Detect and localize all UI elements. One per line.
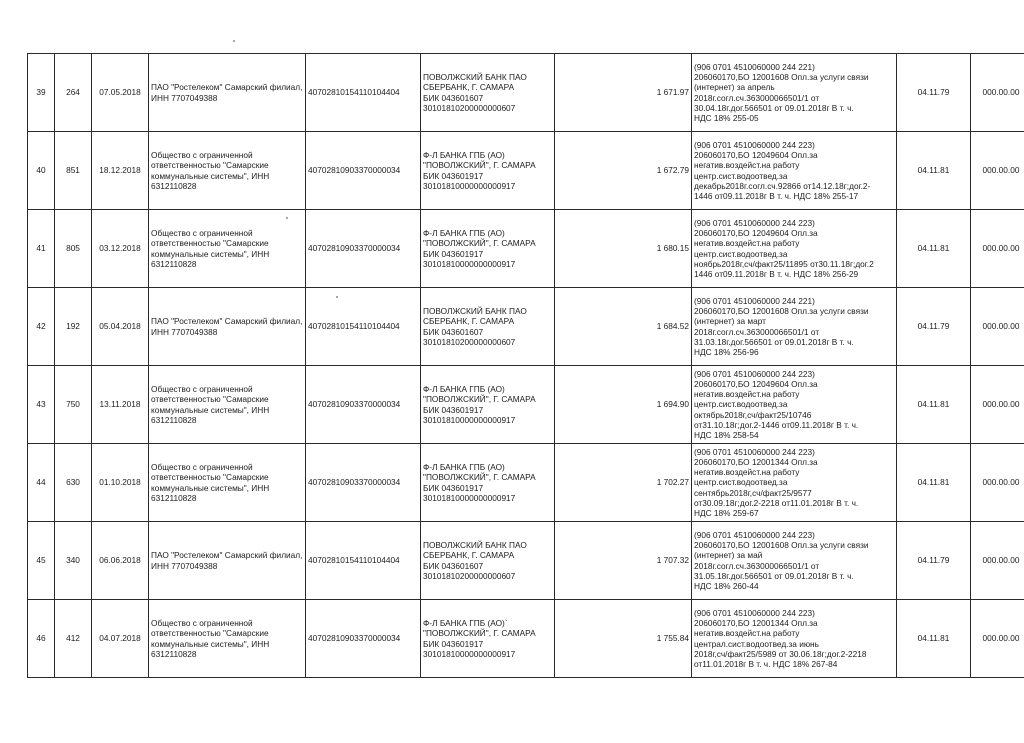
row-number: 41: [28, 210, 55, 288]
payment-purpose: (906 0701 4510060000 244 223) 206060170,БО 12049604 Опл.за негатив.воздейст.на работу центр.сист.водоотвед.за декабрь2018г.согл.сч.92866 от14.12.18г;дог.2- 1446 от09.11.2018г В т. ч. НДС 18% 255-17: [692, 132, 897, 210]
secondary-amount: 000.00.00: [971, 600, 1024, 678]
table-row: [28, 522, 1024, 600]
payment-purpose: (906 0701 4510060000 244 221) 206060170,БО 12001608 Опл.за услуги связи (интернет) за март 2018г.согл.сч.363000066501/1 от 31.03.18г.дог.566501 от 09.01.2018г В т. ч. НДС 18% 256-96: [692, 288, 897, 366]
payee-name: Общество с ограниченной ответственностью "Самарские коммунальные системы", ИНН 6312110828: [149, 366, 306, 444]
payee-name: ПАО "Ростелеком" Самарский филиал, ИНН 7707049388: [149, 54, 306, 132]
classification-code: 04.11.79: [897, 288, 971, 366]
account-number: 40702810154110104404: [306, 288, 421, 366]
account-number: 40702810903370000034: [306, 132, 421, 210]
payee-name: ПАО "Ростелеком" Самарский филиал, ИНН 7707049388: [149, 522, 306, 600]
row-number: 46: [28, 600, 55, 678]
payment-date: 03.12.2018: [92, 210, 149, 288]
document-number: 412: [55, 600, 92, 678]
secondary-amount: 000.00.00: [971, 54, 1024, 132]
secondary-amount: 000.00.00: [971, 444, 1024, 522]
payment-amount: 1 684.52: [555, 288, 692, 366]
payment-date: 01.10.2018: [92, 444, 149, 522]
classification-code: 04.11.79: [897, 54, 971, 132]
payment-purpose: (906 0701 4510060000 244 223) 206060170,БО 12001344 Опл.за негатив.воздейст.на работу централ.сист.водоотвед.за июнь 2018г,сч/факт25/5989 от 30.06.18г;дог.2-2218 от11.01.2018г В т. ч. НДС 18% 267-84: [692, 600, 897, 678]
classification-code: 04.11.81: [897, 444, 971, 522]
payee-name: Общество с ограниченной ответственностью "Самарские коммунальные системы", ИНН 6312110828: [149, 132, 306, 210]
payment-amount: 1 680.15: [555, 210, 692, 288]
payee-name: Общество с ограниченной ответственностью "Самарские коммунальные системы", ИНН 6312110828: [149, 600, 306, 678]
table-row: [28, 444, 1024, 522]
payment-date: 07.05.2018: [92, 54, 149, 132]
document-number: 851: [55, 132, 92, 210]
row-number: 44: [28, 444, 55, 522]
bank-details: Ф-Л БАНКА ГПБ (АО) "ПОВОЛЖСКИЙ", Г. САМАРА БИК 043601917 30101810000000000917: [421, 132, 555, 210]
table-row: [28, 132, 1024, 210]
document-number: 192: [55, 288, 92, 366]
payment-date: 05.04.2018: [92, 288, 149, 366]
payee-name: Общество с ограниченной ответственностью "Самарские коммунальные системы", ИНН 6312110828: [149, 210, 306, 288]
bank-details: Ф-Л БАНКА ГПБ (АО) "ПОВОЛЖСКИЙ", Г. САМАРА БИК 043601917 30101810000000000917: [421, 210, 555, 288]
classification-code: 04.11.81: [897, 600, 971, 678]
payment-date: 13.11.2018: [92, 366, 149, 444]
payment-amount: 1 755.84: [555, 600, 692, 678]
secondary-amount: 000.00.00: [971, 210, 1024, 288]
row-number: 45: [28, 522, 55, 600]
bank-details: Ф-Л БАНКА ГПБ (АО) "ПОВОЛЖСКИЙ", Г. САМАРА БИК 043601917 30101810000000000917: [421, 444, 555, 522]
payment-amount: 1 694.90: [555, 366, 692, 444]
payment-purpose: (906 0701 4510060000 244 223) 206060170,БО 12049604 Опл.за негатив.воздейст.на работу центр.сист.водоотвед.за октябрь2018г,сч/факт25/10746 от31.10.18г;дог.2-1446 от09.11.2018г В т. ч. НДС 18% 258-54: [692, 366, 897, 444]
bank-details: Ф-Л БАНКА ГПБ (АО) "ПОВОЛЖСКИЙ", Г. САМАРА БИК 043601917 30101810000000000917: [421, 366, 555, 444]
payment-purpose: (906 0701 4510060000 244 223) 206060170,БО 12001608 Опл.за услуги связи (интернет) за май 2018г.согл.сч.363000066501/1 от 31.05.18г.дог.566501 от 09.01.2018г В т. ч. НДС 18% 260-44: [692, 522, 897, 600]
payee-name: ПАО "Ростелеком" Самарский филиал, ИНН 7707049388: [149, 288, 306, 366]
table-row: [28, 288, 1024, 366]
payment-date: 18.12.2018: [92, 132, 149, 210]
payment-purpose: (906 0701 4510060000 244 223) 206060170,БО 12049604 Опл.за негатив.воздейст.на работу центр.сист.водоотвед.за ноябрь2018г,сч/факт25/11895 от30.11.18г;дог.2 1446 от09.11.2018г В т. ч. НДС 18% 256-29: [692, 210, 897, 288]
bank-details: ПОВОЛЖСКИЙ БАНК ПАО СБЕРБАНК, Г. САМАРА БИК 043601607 30101810200000000607: [421, 522, 555, 600]
row-number: 39: [28, 54, 55, 132]
document-number: 805: [55, 210, 92, 288]
classification-code: 04.11.79: [897, 522, 971, 600]
account-number: 40702810903370000034: [306, 366, 421, 444]
account-number: 40702810154110104404: [306, 522, 421, 600]
table-row: [28, 54, 1024, 132]
scan-speck: [233, 40, 235, 42]
account-number: 40702810903370000034: [306, 444, 421, 522]
payment-date: 04.07.2018: [92, 600, 149, 678]
row-number: 40: [28, 132, 55, 210]
document-number: 630: [55, 444, 92, 522]
document-number: 750: [55, 366, 92, 444]
document-number: 340: [55, 522, 92, 600]
classification-code: 04.11.81: [897, 210, 971, 288]
bank-details: Ф-Л БАНКА ГПБ (АО)` "ПОВОЛЖСКИЙ", Г. САМАРА БИК 043601917 30101810000000000917: [421, 600, 555, 678]
payment-date: 06.06.2018: [92, 522, 149, 600]
secondary-amount: 000.00.00: [971, 366, 1024, 444]
table-row: [28, 366, 1024, 444]
table-body: [28, 54, 1024, 678]
secondary-amount: 000.00.00: [971, 132, 1024, 210]
bank-details: ПОВОЛЖСКИЙ БАНК ПАО СБЕРБАНК, Г. САМАРА БИК 043601607 30101810200000000607: [421, 54, 555, 132]
document-number: 264: [55, 54, 92, 132]
account-number: 40702810154110104404: [306, 54, 421, 132]
account-number: 40702810903370000034: [306, 600, 421, 678]
payment-amount: 1 672.79: [555, 132, 692, 210]
secondary-amount: 000.00.00: [971, 288, 1024, 366]
payment-amount: 1 707.32: [555, 522, 692, 600]
classification-code: 04.11.81: [897, 132, 971, 210]
row-number: 42: [28, 288, 55, 366]
payment-purpose: (906 0701 4510060000 244 221) 206060170,БО 12001608 Опл.за услуги связи (интернет) за апрель 2018г.согл.сч.363000066501/1 от 30.04.18г.дог.566501 от 09.01.2018г В т. ч. НДС 18% 255-05: [692, 54, 897, 132]
secondary-amount: 000.00.00: [971, 522, 1024, 600]
payment-amount: 1 702.27: [555, 444, 692, 522]
payments-table: [27, 53, 1024, 678]
row-number: 43: [28, 366, 55, 444]
table-row: [28, 600, 1024, 678]
payment-purpose: (906 0701 4510060000 244 223) 206060170,БО 12001344 Опл.за негатив.воздейст.на работу центр.сист.водоотвед.за сентябрь2018г,сч/факт25/9577 от30.09.18г;дог.2-2218 от11.01.2018г В т. ч. НДС 18% 259-67: [692, 444, 897, 522]
payee-name: Общество с ограниченной ответственностью "Самарские коммунальные системы", ИНН 6312110828: [149, 444, 306, 522]
bank-details: ПОВОЛЖСКИЙ БАНК ПАО СБЕРБАНК, Г. САМАРА БИК 043601607 30101810200000000607: [421, 288, 555, 366]
table-row: [28, 210, 1024, 288]
classification-code: 04.11.81: [897, 366, 971, 444]
account-number: 40702810903370000034: [306, 210, 421, 288]
payment-amount: 1 671.97: [555, 54, 692, 132]
